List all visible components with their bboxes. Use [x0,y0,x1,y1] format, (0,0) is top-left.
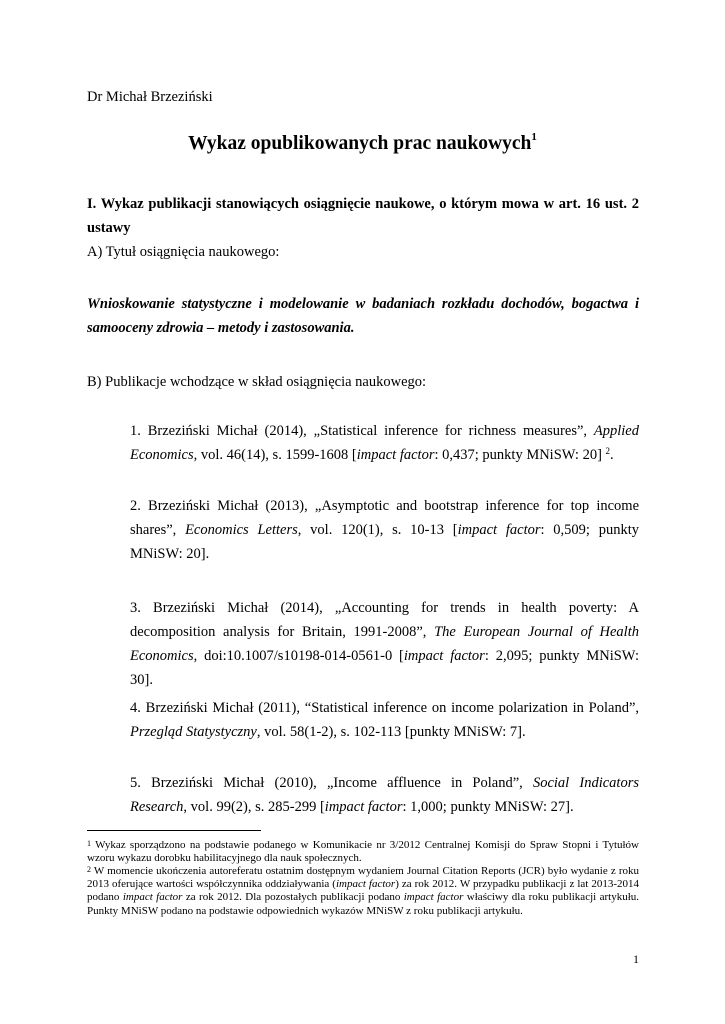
journal-name: Przegląd Statystyczny [130,724,257,740]
subheading-a: A) Tytuł osiągnięcia naukowego: [87,244,280,260]
journal-name: Social Indicators Research [130,775,639,815]
publication-item: 3. Brzeziński Michał (2014), „Accounting for trends in health poverty: A decomposition analysis for Britain, 1991-2008”, The European Journal of Health Economics, doi:10.1007/s10198-014-0561-0 [impact factor: 2,095; punkty MNiSW: 30]. [130,600,639,688]
journal-name: Economics Letters [185,522,298,538]
publication-item: 2. Brzeziński Michał (2013), „Asymptotic and bootstrap inference for top income shares”, Economics Letters, vol. 120(1), s. 10-13 [impact factor: 0,509; punkty MNiSW: 20]. [130,498,640,562]
footnote-ref-1[interactable]: 1 [531,131,537,143]
publication-item: 5. Brzeziński Michał (2010), „Income affluence in Poland”, Social Indicators Research, vol. 99(2), s. 285-299 [impact factor: 1,000; punkty MNiSW: 27]. [130,775,639,815]
publication-item: 4. Brzeziński Michał (2011), “Statistical inference on income polarization in Poland”, Przegląd Statystyczny, vol. 58(1-2), s. 102-113 [punkty MNiSW: 7]. [130,700,639,740]
footnote-divider [87,830,261,831]
section-heading: I. Wykaz publikacji stanowiących osiągnięcie naukowe, o którym mowa w art. 16 ust. 2 ustawy [87,196,639,236]
subheading-b: B) Publikacje wchodzące w skład osiągnięcia naukowego: [87,374,427,390]
page-title [0,133,725,155]
footnote-ref-2[interactable]: 2 [605,446,611,456]
journal-name: Applied Economics [130,423,639,463]
journal-name: The European Journal of Health Economics [130,624,639,664]
author-name: Dr Michał Brzeziński [87,89,213,105]
publication-item: 1. Brzeziński Michał (2014), „Statistical inference for richness measures”, Applied Economics, vol. 46(14), s. 1599-1608 [impact factor: 0,437; punkty MNiSW: 20] $^2$. [130,423,639,463]
footnote-2: $^2$ W momencie ukończenia autoreferatu ostatnim dostępnym wydaniem Journal Citation Reports (JCR) było wydanie z roku 2013 oferujące wartości współczynnika oddziaływania (impact factor) za rok 2012. W przypadku publikacji z lat 2013-2014 podano impact factor za rok 2012. Dla pozostałych publikacji podano impact factor właściwy dla roku publikacji artykułu. Punkty MNiSW podano na podstawie odpowiednich wykazów MNiSW z roku publikacji artykułu. [87,865,640,917]
page-number: 1 [633,952,639,966]
footnote-1: $^1$ Wykaz sporządzono na podstawie podanego w Komunikacie nr 3/2012 Centralnej Komisji do Spraw Stopni i Tytułów wzoru wykazu dorobku habilitacyjnego dla nauk społecznych. [87,839,639,865]
page-title-text: Wykaz opublikowanych prac naukowych [188,133,532,154]
achievement-title: Wnioskowanie statystyczne i modelowanie w badaniach rozkładu dochodów, bogactwa i samooceny zdrowia – metody i zastosowania. [87,296,639,336]
